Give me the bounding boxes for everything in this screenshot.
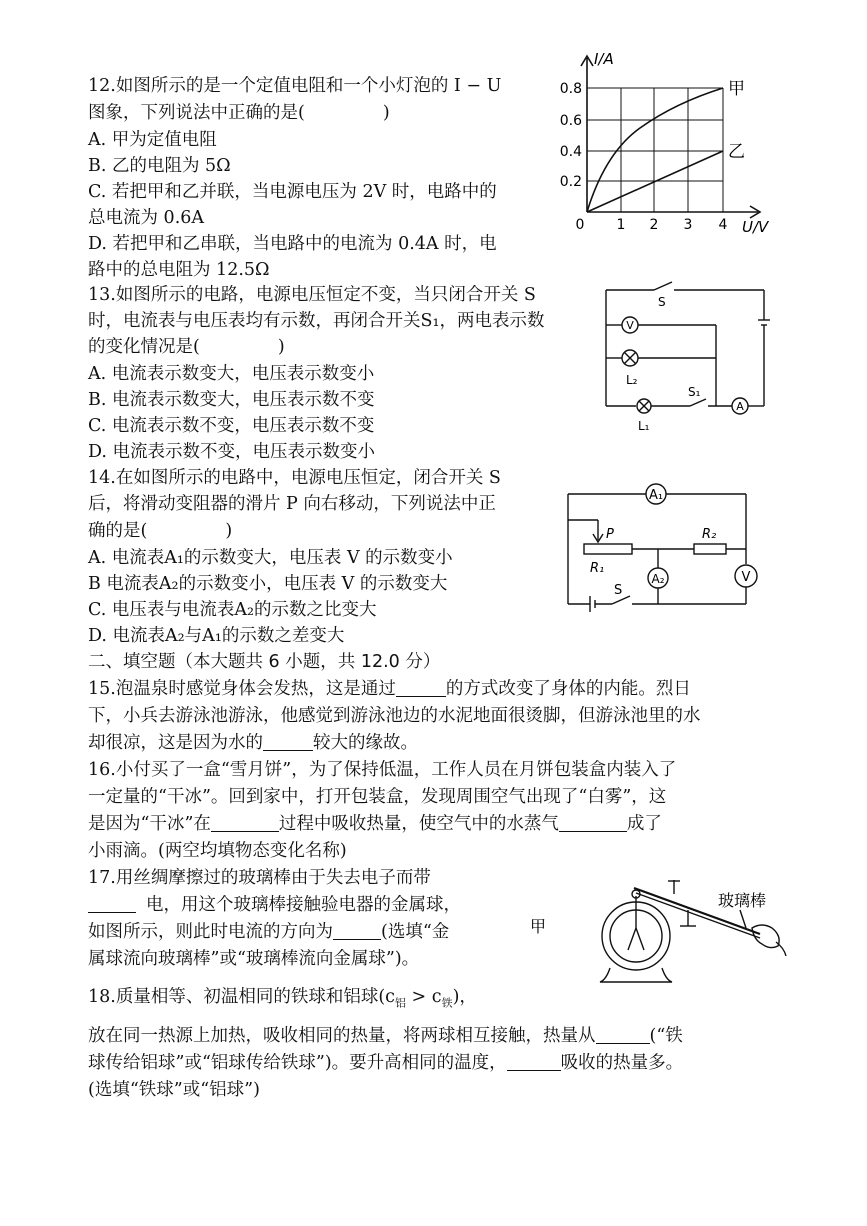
q14-stem-line2: 后，将滑动变阻器的滑片 P 向右移动，下列说法中正 [88,494,496,514]
q16-line2: 一定量的“干冰”。回到家中，打开包装盒，发现周围空气出现了“白雾”，这 [88,787,667,807]
q13-stem-line2: 时，电流表与电压表均有示数，再闭合开关S₁，两电表示数 [88,311,545,331]
q15-line3 [88,731,418,755]
q18-text: 吸收的热量多。 [560,1053,684,1073]
q15-text: 的方式改变了身体的内能。烈日 [445,679,691,699]
y-tick-label: 0.2 [560,174,582,190]
q18-text: (“铁 [649,1026,683,1046]
q14-option-a: A. 电流表A₁的示数变大，电压表 V 的示数变小 [88,548,453,568]
q12-stem-text: 图象，下列说法中正确的是( [88,103,305,123]
q18-text: 18.质量相等、初温相同的铁球和铝球(c [88,987,395,1007]
label-v: V [626,319,634,332]
series-label-yi: 乙 [728,142,745,162]
q14-stem-line3 [88,519,232,543]
q14-option-c: C. 电压表与电流表A₂的示数之比变大 [88,600,377,620]
q13-option-a: A. 电流表示数变大，电压表示数变小 [88,364,375,384]
label-s: S [614,583,623,598]
q16-text: 是因为“干冰”在 [88,814,211,834]
q16-line4: 小雨滴。(两空均填物态变化名称) [88,841,347,861]
y-tick-label: 0.4 [560,144,582,160]
label-jia: 甲 [530,917,547,936]
switch-s-blade [654,282,672,290]
q18-subscript: 铝 [394,996,406,1010]
q13-paren-close: ) [277,337,285,357]
x-tick-label: 2 [649,217,659,233]
q13-option-b: B. 电流表示数变大，电压表示数不变 [88,390,375,410]
q15-text: 却很凉，这是因为水的 [88,733,263,753]
q14-option-b: B 电流表A₂的示数变小，电压表 V 的示数变大 [88,574,448,594]
q18-line3 [88,1051,683,1075]
y-tick-label: 0.8 [560,81,582,97]
q17-electroscope-figure [530,866,790,986]
q12-stem-line1: 12.如图所示的是一个定值电阻和一个小灯泡的 I − U [88,76,502,96]
curve-jia [587,88,723,212]
y-axis-label: I/A [594,50,614,68]
label-p: P [606,527,614,542]
q17-text: (选填“金 [381,922,450,942]
electroscope-leaf [636,928,644,950]
q12-option-a: A. 甲为定值电阻 [88,130,217,150]
q14-stem-text: 确的是( [88,521,148,541]
label-a: A [736,400,744,413]
q18-text: 球传给铝球”或“铝球传给铁球”)。要升高相同的温度， [88,1053,507,1073]
q13-circuit-diagram [596,278,776,438]
q16-blank-1[interactable] [211,813,279,832]
q15-blank-1[interactable] [396,678,446,697]
label-s: S [658,295,666,309]
q12-option-c: C. 若把甲和乙并联，当电源电压为 2V 时，电路中的 [88,182,497,202]
q17-line4: 属球流向玻璃棒”或“玻璃棒流向金属球”)。 [88,949,420,969]
q16-line1: 16.小付买了一盒“雪月饼”，为了保持低温，工作人员在月饼包装盒内装入了 [88,760,677,780]
q15-blank-2[interactable] [263,732,313,751]
q12-option-c-cont: 总电流为 0.6A [88,208,205,228]
q14-paren-close: ) [225,521,233,541]
switch-s1-blade [690,399,706,406]
q17-blank-2[interactable] [333,921,381,940]
x-tick-label: 0 [575,217,585,233]
series-label-jia: 甲 [728,79,745,99]
q18-line1 [88,985,477,1016]
label-v: V [741,570,751,585]
q16-text: 过程中吸收热量，使空气中的水蒸气 [278,814,559,834]
q12-iu-graph [560,48,785,238]
q17-line3 [88,920,449,944]
q17-line1: 17.用丝绸摩擦过的玻璃棒由于失去电子而带 [88,868,431,888]
q17-text: 如图所示，则此时电流的方向为 [88,922,333,942]
q17-blank-1[interactable] [88,894,136,913]
q18-blank-1[interactable] [596,1025,650,1044]
label-a1: A₁ [648,488,664,503]
q17-text: 电，用这个玻璃棒接触验电器的金属球， [146,895,461,915]
q15-text: 15.泡温泉时感觉身体会发热，这是通过 [88,679,396,699]
q12-option-d: D. 若把甲和乙串联，当电路中的电流为 0.4A 时，电 [88,234,497,254]
y-tick-label: 0.6 [560,113,582,129]
electroscope-leaf [628,928,636,950]
label-pointer [740,910,746,928]
x-tick-label: 4 [718,217,728,233]
q13-stem-text: 的变化情况是( [88,337,200,357]
label-l2: L₂ [626,373,638,387]
q18-text: 放在同一热源上加热，吸收相同的热量，将两球相互接触，热量从 [88,1026,596,1046]
q18-line4: (选填“铁球”或“铝球”) [88,1080,260,1100]
resistor-r1 [584,544,632,554]
q12-option-d-cont: 路中的总电阻为 12.5Ω [88,260,270,280]
label-l1: L₁ [638,419,650,433]
x-tick-label: 3 [683,217,693,233]
q16-blank-2[interactable] [559,813,627,832]
q13-stem-line3 [88,335,285,359]
label-r1: R₁ [590,561,605,576]
q15-line1 [88,677,691,701]
label-r2: R₂ [702,527,717,542]
q13-option-d: D. 电流表示数不变，电压表示数变小 [88,442,376,462]
q14-option-d: D. 电流表A₂与A₁的示数之差变大 [88,626,345,646]
q16-text: 成了 [626,814,662,834]
q14-stem-line1: 14.在如图所示的电路中，电源电压恒定，闭合开关 S [88,468,501,488]
q18-text: )， [452,987,477,1007]
x-axis-label: U/V [742,218,769,236]
resistor-r2 [694,544,726,554]
label-glass-rod: 玻璃棒 [718,891,767,910]
q18-blank-2[interactable] [507,1052,561,1071]
q18-subscript: 铁 [441,996,453,1010]
q12-option-b: B. 乙的电阻为 5Ω [88,156,231,176]
q13-option-c: C. 电流表示数不变，电压表示数不变 [88,416,375,436]
q15-line2: 下，小兵去游泳池游泳，他感觉到游泳池边的水泥地面很烫脚，但游泳池里的水 [88,706,701,726]
q18-text: > c [405,987,442,1007]
q17-line2 [88,893,461,917]
q12-stem-line2 [88,101,390,125]
q15-text: 较大的缘故。 [313,733,418,753]
q18-line2 [88,1024,683,1048]
label-s1: S₁ [688,385,701,399]
x-tick-label: 1 [616,217,626,233]
q14-circuit-diagram [560,476,780,616]
q13-stem-line1: 13.如图所示的电路，电源电压恒定不变，当只闭合开关 S [88,285,536,305]
section-heading: 二、填空题（本大题共 6 小题，共 12.0 分） [88,652,441,672]
hand-drawing [776,942,786,956]
label-a2: A₂ [651,572,665,586]
q12-paren-close: ) [382,103,390,123]
q16-line3 [88,812,662,836]
